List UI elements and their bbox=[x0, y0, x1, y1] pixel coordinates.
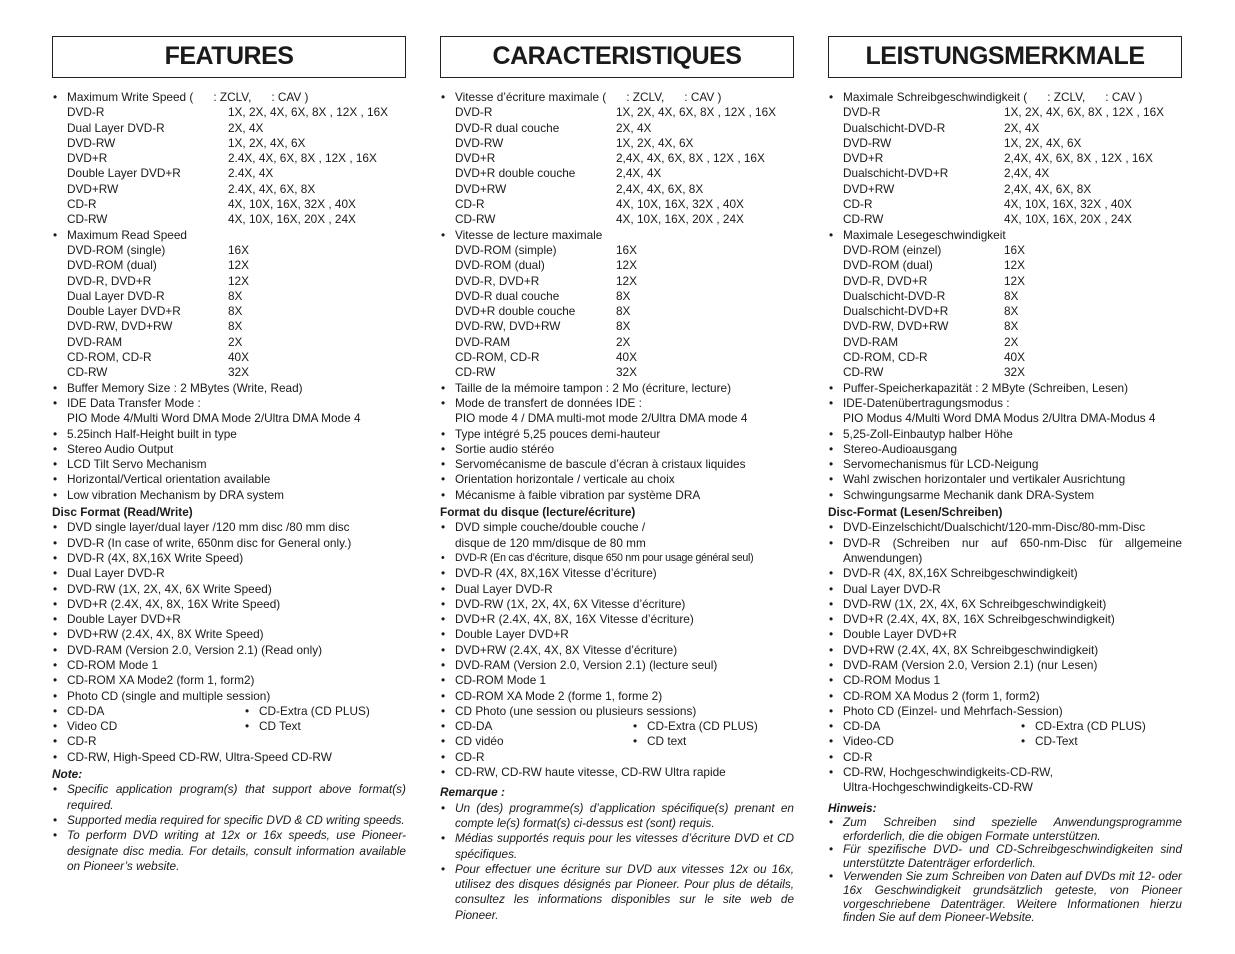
disc-format-item-continuation: disque de 120 mm/disque de 80 mm bbox=[455, 535, 646, 550]
ide-mode-label: • Mode de transfert de données IDE : bbox=[440, 396, 794, 411]
read-speed-heading: • Vitesse de lecture maximale bbox=[440, 228, 794, 243]
disc-format-item: • CD Photo (une session ou plusieurs sessions) bbox=[440, 704, 794, 719]
spec-row: CD-R 4X, 10X, 16X, 32X , 40X bbox=[843, 197, 1132, 212]
note-item: • Supported media required for specific DVD & CD writing speeds. bbox=[52, 813, 406, 828]
feature-item: • Stereo-Audioausgang bbox=[828, 442, 1182, 457]
disc-format-item: • CD-ROM XA Mode2 (form 1, form2) bbox=[52, 673, 406, 688]
spec-row: DVD-RW 1X, 2X, 4X, 6X bbox=[843, 135, 1082, 150]
spec-row: DVD+R 2,4X, 4X, 6X, 8X , 12X , 16X bbox=[843, 151, 1153, 166]
spec-row: Dualschicht-DVD+R 2,4X, 4X bbox=[843, 166, 1050, 181]
spec-row: Dual Layer DVD-R 2X, 4X bbox=[67, 120, 264, 135]
disc-format-item: • DVD-R (4X, 8X,16X Vitesse d’écriture) bbox=[440, 566, 794, 581]
disc-format-item: • CD vidéo bbox=[440, 734, 632, 749]
disc-format-pair bbox=[440, 734, 794, 749]
disc-format-item: • DVD simple couche/double couche / bbox=[440, 520, 794, 535]
spec-row: DVD-RW 1X, 2X, 4X, 6X bbox=[455, 135, 694, 150]
features-column-fr bbox=[440, 36, 794, 923]
read-speed-table bbox=[440, 243, 794, 381]
section-title: FEATURES bbox=[52, 36, 406, 78]
feature-item: • Horizontal/Vertical orientation available bbox=[52, 472, 406, 487]
spec-row: Dualschicht-DVD+R 8X bbox=[843, 304, 1019, 319]
disc-format-item: • DVD-R (4X, 8X,16X Write Speed) bbox=[52, 551, 406, 566]
spec-row: DVD-ROM (dual) 12X bbox=[843, 258, 1025, 273]
disc-format-item: • CD-Extra (CD PLUS) bbox=[1020, 719, 1212, 734]
feature-item: • Orientation horizontale / verticale au choix bbox=[440, 472, 794, 487]
note-heading: Hinweis: bbox=[828, 800, 877, 815]
spec-row: CD-R 4X, 10X, 16X, 32X , 40X bbox=[455, 197, 744, 212]
ide-mode-values: PIO Mode 4/Multi Word DMA Mode 2/Ultra DMA Mode 4 bbox=[67, 411, 361, 426]
spec-row: DVD-ROM (dual) 12X bbox=[455, 258, 637, 273]
disc-format-item: • CD-DA bbox=[828, 719, 1020, 734]
disc-format-item: • Dual Layer DVD-R bbox=[52, 566, 406, 581]
spec-row: CD-ROM, CD-R 40X bbox=[843, 350, 1025, 365]
spec-row: DVD-RAM 2X bbox=[67, 334, 243, 349]
buffer-size: • Puffer-Speicherkapazität : 2 MByte (Schreiben, Lesen) bbox=[828, 381, 1182, 396]
spec-row: CD-RW 4X, 10X, 16X, 20X , 24X bbox=[67, 212, 356, 227]
feature-item: • Servomécanisme de bascule d’écran à cristaux liquides bbox=[440, 457, 794, 472]
spec-row: DVD-R, DVD+R 12X bbox=[455, 273, 637, 288]
disc-format-item: • CD-RW, CD-RW haute vitesse, CD-RW Ultra rapide bbox=[440, 765, 794, 780]
spec-row: DVD+R double couche 8X bbox=[455, 304, 631, 319]
disc-format-item: • CD-R bbox=[52, 734, 406, 749]
spec-row: CD-RW 32X bbox=[67, 365, 249, 380]
spec-row: DVD-RW, DVD+RW 8X bbox=[843, 319, 1019, 334]
disc-format-item: • DVD+R (2.4X, 4X, 8X, 16X Schreibgeschwindigkeit) bbox=[828, 612, 1182, 627]
spec-row: DVD-R 1X, 2X, 4X, 6X, 8X , 12X , 16X bbox=[843, 105, 1165, 120]
feature-item: • Servomechanismus für LCD-Neigung bbox=[828, 457, 1182, 472]
disc-format-item: • Dual Layer DVD-R bbox=[440, 582, 794, 597]
disc-format-item: • DVD+R (2.4X, 4X, 8X, 16X Vitesse d’écriture) bbox=[440, 612, 794, 627]
spec-row: DVD-RW 1X, 2X, 4X, 6X bbox=[67, 135, 306, 150]
feature-item: • Schwingungsarme Mechanik dank DRA-System bbox=[828, 488, 1182, 503]
feature-item: • Wahl zwischen horizontaler und vertikaler Ausrichtung bbox=[828, 472, 1182, 487]
write-speed-heading: • Maximum Write Speed ( : ZCLV, : CAV ) bbox=[52, 90, 406, 105]
spec-row: DVD-R, DVD+R 12X bbox=[67, 273, 249, 288]
buffer-size: • Taille de la mémoire tampon : 2 Mo (écriture, lecture) bbox=[440, 381, 794, 396]
disc-format-item: • DVD-RAM (Version 2.0, Version 2.1) (nur Lesen) bbox=[828, 658, 1182, 673]
feature-item: • LCD Tilt Servo Mechanism bbox=[52, 457, 406, 472]
spec-row: DVD-ROM (einzel) 16X bbox=[843, 242, 1025, 257]
spec-row: DVD-RW, DVD+RW 8X bbox=[455, 319, 631, 334]
note-item: • Pour effectuer une écriture sur DVD aux vitesses 12x ou 16x, utilisez des disques désignés par Pioneer. Pour plus de détails, consultez les informations disponibles sur le site web de Pioneer. bbox=[440, 862, 794, 923]
disc-format-item: • Video CD bbox=[52, 719, 244, 734]
spec-row: Dualschicht-DVD-R 8X bbox=[843, 288, 1019, 303]
disc-format-item: • Video-CD bbox=[828, 734, 1020, 749]
disc-format-item: • DVD+R (2.4X, 4X, 8X, 16X Write Speed) bbox=[52, 597, 406, 612]
disc-format-item: • DVD-RAM (Version 2.0, Version 2.1) (Read only) bbox=[52, 643, 406, 658]
spec-row: DVD-ROM (simple) 16X bbox=[455, 242, 637, 257]
disc-format-pair bbox=[828, 719, 1182, 734]
disc-format-item: • DVD+RW (2.4X, 4X, 8X Schreibgeschwindigkeit) bbox=[828, 643, 1182, 658]
read-speed-table bbox=[828, 243, 1182, 381]
disc-format-item: • Double Layer DVD+R bbox=[828, 627, 1182, 642]
spec-row: DVD-R 1X, 2X, 4X, 6X, 8X , 12X , 16X bbox=[67, 105, 389, 120]
read-speed-heading: • Maximum Read Speed bbox=[52, 228, 406, 243]
disc-format-item: • CD-DA bbox=[52, 704, 244, 719]
ide-mode-label: • IDE-Datenübertragungsmodus : bbox=[828, 396, 1182, 411]
spec-row: DVD-ROM (dual) 12X bbox=[67, 258, 249, 273]
disc-format-item: • Double Layer DVD+R bbox=[52, 612, 406, 627]
section-title: CARACTERISTIQUES bbox=[440, 36, 794, 78]
disc-format-item: • CD-ROM XA Mode 2 (forme 1, forme 2) bbox=[440, 689, 794, 704]
disc-format-item: • DVD-RW (1X, 2X, 4X, 6X Schreibgeschwindigkeit) bbox=[828, 597, 1182, 612]
disc-format-pair bbox=[440, 719, 794, 734]
disc-format-item: • CD text bbox=[632, 734, 824, 749]
feature-item: • Mécanisme à faible vibration par système DRA bbox=[440, 488, 794, 503]
feature-item: • 5.25inch Half-Height built in type bbox=[52, 427, 406, 442]
ide-mode-values: PIO Modus 4/Multi Word DMA Modus 2/Ultra DMA-Modus 4 bbox=[843, 411, 1156, 426]
disc-format-item: • DVD single layer/dual layer /120 mm disc /80 mm disc bbox=[52, 520, 406, 535]
disc-format-pair bbox=[52, 719, 406, 734]
write-speed-heading: • Maximale Schreibgeschwindigkeit ( : ZCLV, : CAV ) bbox=[828, 90, 1182, 105]
note-item: • Un (des) programme(s) d’application spécifique(s) prenant en compte le(s) format(s) ci-dessus est (sont) requis. bbox=[440, 801, 794, 832]
disc-format-item: • DVD+RW (2.4X, 4X, 8X Write Speed) bbox=[52, 627, 406, 642]
spec-row: Double Layer DVD+R 8X bbox=[67, 304, 243, 319]
note-item: • Verwenden Sie zum Schreiben von Daten auf DVDs mit 12- oder 16x Geschwindigkeit grundsätzlich geteste, von Pioneer vorgeschriebene Datenträger. Weitere Informationen hierzu finden Sie auf dem Pioneer-Website. bbox=[828, 870, 1182, 924]
disc-format-item: • Photo CD (Einzel- und Mehrfach-Session) bbox=[828, 704, 1182, 719]
disc-format-item: • DVD-R (4X, 8X,16X Schreibgeschwindigkeit) bbox=[828, 566, 1182, 581]
disc-format-item: • CD-Extra (CD PLUS) bbox=[632, 719, 824, 734]
ide-mode-label: • IDE Data Transfer Mode : bbox=[52, 396, 406, 411]
feature-item: • Sortie audio stéréo bbox=[440, 442, 794, 457]
buffer-size: • Buffer Memory Size : 2 MBytes (Write, Read) bbox=[52, 381, 406, 396]
disc-format-item: • DVD-RAM (Version 2.0, Version 2.1) (lecture seul) bbox=[440, 658, 794, 673]
disc-format-pair bbox=[52, 704, 406, 719]
spec-row: CD-ROM, CD-R 40X bbox=[455, 350, 637, 365]
feature-item: • Type intégré 5,25 pouces demi-hauteur bbox=[440, 427, 794, 442]
spec-row: CD-ROM, CD-R 40X bbox=[67, 350, 249, 365]
disc-format-item: • DVD-R (In case of write, 650nm disc for General only.) bbox=[52, 536, 406, 551]
spec-row: DVD-ROM (single) 16X bbox=[67, 242, 249, 257]
disc-format-item: • DVD-Einzelschicht/Dualschicht/120-mm-Disc/80-mm-Disc bbox=[828, 520, 1182, 535]
spec-row: DVD+R double couche 2,4X, 4X bbox=[455, 166, 662, 181]
spec-row: DVD-RAM 2X bbox=[455, 334, 631, 349]
spec-row: CD-RW 32X bbox=[843, 365, 1025, 380]
disc-format-item: • DVD-RW (1X, 2X, 4X, 6X Vitesse d’écriture) bbox=[440, 597, 794, 612]
spec-row: DVD+RW 2.4X, 4X, 6X, 8X bbox=[67, 181, 316, 196]
disc-format-item: • Photo CD (single and multiple session) bbox=[52, 689, 406, 704]
spec-row: DVD+RW 2,4X, 4X, 6X, 8X bbox=[843, 181, 1092, 196]
disc-format-item: • CD-ROM Mode 1 bbox=[52, 658, 406, 673]
disc-format-heading: Format du disque (lecture/écriture) bbox=[440, 505, 636, 520]
note-heading: Note: bbox=[52, 767, 83, 782]
spec-row: CD-RW 4X, 10X, 16X, 20X , 24X bbox=[843, 212, 1132, 227]
note-item: • To perform DVD writing at 12x or 16x speeds, use Pioneer-designate disc media. For details, consult information available on Pioneer’s website. bbox=[52, 828, 406, 874]
disc-format-item: • CD-RW, Hochgeschwindigkeits-CD-RW, bbox=[828, 765, 1182, 780]
disc-format-heading: Disc-Format (Lesen/Schreiben) bbox=[828, 505, 1003, 520]
spec-row: DVD-R, DVD+R 12X bbox=[843, 273, 1025, 288]
spec-row: DVD+R 2.4X, 4X, 6X, 8X , 12X , 16X bbox=[67, 151, 377, 166]
note-item: • Specific application program(s) that support above format(s) required. bbox=[52, 782, 406, 813]
write-speed-table bbox=[440, 105, 794, 227]
note-item: • Für spezifische DVD- und CD-Schreibgeschwindigkeiten sind unterstützte Datenträger erforderlich. bbox=[828, 843, 1182, 870]
spec-row: Double Layer DVD+R 2.4X, 4X bbox=[67, 166, 274, 181]
disc-format-item: • DVD-R (Schreiben nur auf 650-nm-Disc für allgemeine Anwendungen) bbox=[828, 536, 1182, 567]
spec-row: Dual Layer DVD-R 8X bbox=[67, 288, 243, 303]
note-heading: Remarque : bbox=[440, 785, 505, 800]
spec-row: Dualschicht-DVD-R 2X, 4X bbox=[843, 120, 1040, 135]
spec-row: DVD-R dual couche 8X bbox=[455, 288, 631, 303]
disc-format-item: • CD-DA bbox=[440, 719, 632, 734]
feature-item: • Low vibration Mechanism by DRA system bbox=[52, 488, 406, 503]
disc-format-item: • DVD+RW (2.4X, 4X, 8X Vitesse d’écriture) bbox=[440, 643, 794, 658]
disc-format-item-continuation: Ultra-Hochgeschwindigkeits-CD-RW bbox=[843, 780, 1033, 795]
disc-format-item: • CD-R bbox=[440, 750, 794, 765]
disc-format-heading: Disc Format (Read/Write) bbox=[52, 505, 193, 520]
spec-row: DVD-R 1X, 2X, 4X, 6X, 8X , 12X , 16X bbox=[455, 105, 777, 120]
disc-format-item: • CD-Text bbox=[1020, 734, 1212, 749]
spec-row: DVD-RAM 2X bbox=[843, 334, 1019, 349]
spec-row: CD-R 4X, 10X, 16X, 32X , 40X bbox=[67, 197, 356, 212]
disc-format-pair bbox=[828, 734, 1182, 749]
disc-format-item: • DVD-RW (1X, 2X, 4X, 6X Write Speed) bbox=[52, 582, 406, 597]
spec-row: CD-RW 32X bbox=[455, 365, 637, 380]
ide-mode-values: PIO mode 4 / DMA multi-mot mode 2/Ultra DMA mode 4 bbox=[455, 411, 748, 426]
read-speed-heading: • Maximale Lesegeschwindigkeit bbox=[828, 228, 1182, 243]
feature-item: • 5,25-Zoll-Einbautyp halber Höhe bbox=[828, 427, 1182, 442]
disc-format-item: • CD-ROM Modus 1 bbox=[828, 673, 1182, 688]
disc-format-item: • CD-ROM Mode 1 bbox=[440, 673, 794, 688]
disc-format-item: • Dual Layer DVD-R bbox=[828, 582, 1182, 597]
disc-format-item: • CD Text bbox=[244, 719, 436, 734]
spec-row: DVD+RW 2,4X, 4X, 6X, 8X bbox=[455, 181, 704, 196]
read-speed-table bbox=[52, 243, 406, 381]
spec-row: CD-RW 4X, 10X, 16X, 20X , 24X bbox=[455, 212, 744, 227]
section-title: LEISTUNGSMERKMALE bbox=[828, 36, 1182, 78]
disc-format-item: • CD-ROM XA Modus 2 (form 1, form2) bbox=[828, 689, 1182, 704]
disc-format-item: • DVD-R (En cas d’écriture, disque 650 nm pour usage général seul) bbox=[440, 551, 794, 566]
features-column-en bbox=[52, 36, 406, 874]
note-item: • Médias supportés requis pour les vitesses d’écriture DVD et CD spécifiques. bbox=[440, 831, 794, 862]
spec-row: DVD+R 2,4X, 4X, 6X, 8X , 12X , 16X bbox=[455, 151, 765, 166]
spec-row: DVD-R dual couche 2X, 4X bbox=[455, 120, 652, 135]
note-item: • Zum Schreiben sind spezielle Anwendungsprogramme erforderlich, die die obigen Formate unterstützen. bbox=[828, 816, 1182, 843]
disc-format-item: • CD-RW, High-Speed CD-RW, Ultra-Speed CD-RW bbox=[52, 750, 406, 765]
disc-format-item: • CD-Extra (CD PLUS) bbox=[244, 704, 436, 719]
features-column-de bbox=[828, 36, 1182, 925]
spec-row: DVD-RW, DVD+RW 8X bbox=[67, 319, 243, 334]
disc-format-item: • Double Layer DVD+R bbox=[440, 627, 794, 642]
feature-item: • Stereo Audio Output bbox=[52, 442, 406, 457]
write-speed-table bbox=[828, 105, 1182, 227]
disc-format-item: • CD-R bbox=[828, 750, 1182, 765]
write-speed-table bbox=[52, 105, 406, 227]
write-speed-heading: • Vitesse d’écriture maximale ( : ZCLV, : CAV ) bbox=[440, 90, 794, 105]
